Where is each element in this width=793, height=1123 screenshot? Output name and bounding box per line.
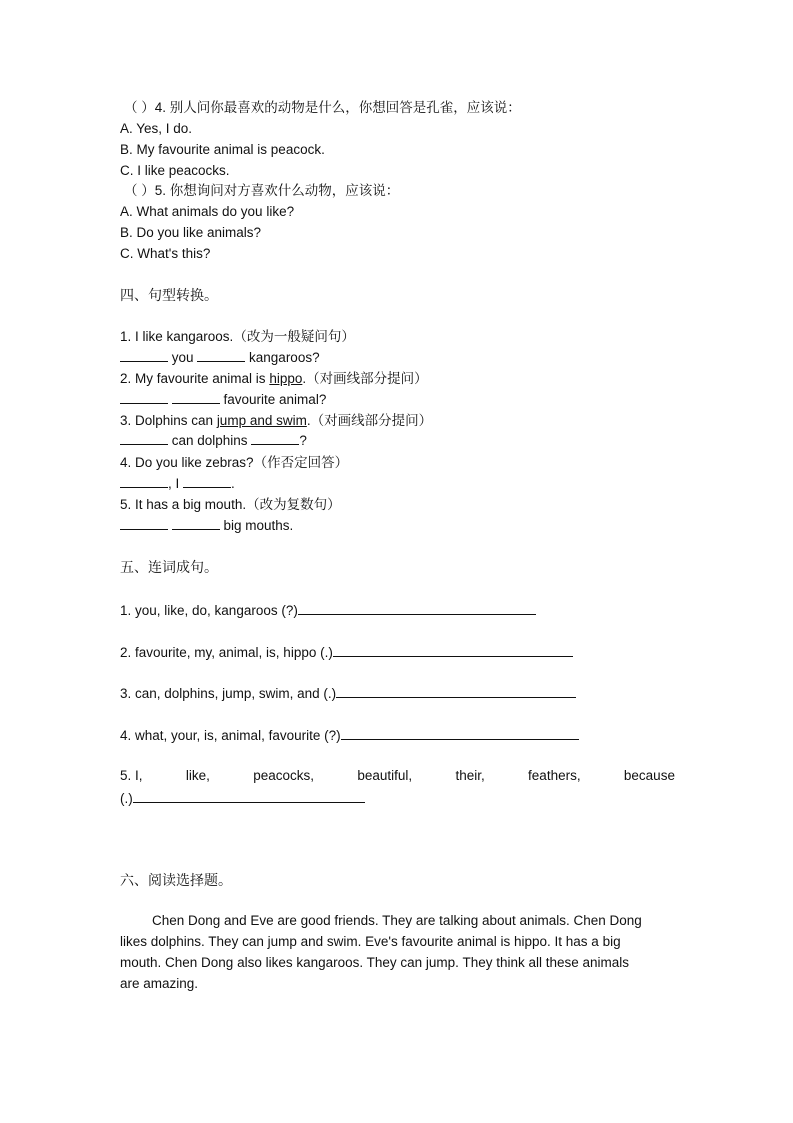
s5-item-5-word: like,	[185, 768, 210, 783]
question-5-stem: （ ）5. 你想询问对方喜欢什么动物，应该说：	[124, 183, 400, 198]
s4-item-3-post: .	[306, 413, 311, 428]
s5-item-3-text: 3. can, dolphins, jump, swim, and (.)	[120, 686, 337, 701]
s5-item-5-end-text: (.)	[120, 791, 133, 806]
question-4-stem: （ ）4. 别人问你最喜欢的动物是什么，你想回答是孔雀，应该说：	[124, 100, 521, 115]
s4-item-2	[120, 370, 428, 388]
answer-blank[interactable]	[120, 391, 168, 404]
question-5-option-b: B. Do you like animals?	[120, 225, 262, 240]
question-4-option-c: C. I like peacocks.	[120, 163, 230, 178]
answer-blank[interactable]	[172, 391, 220, 404]
s4-item-1-hint: （改为一般疑问句）	[233, 329, 355, 344]
s5-item-1	[120, 600, 536, 620]
s4-item-4-answer	[120, 475, 235, 493]
s4-item-3-hint: （对画线部分提问）	[310, 413, 433, 428]
answer-line[interactable]	[333, 642, 573, 657]
passage-line: likes dolphins. They can jump and swim. Eve's favourite animal is hippo. It has a big	[120, 934, 621, 949]
s4-item-5-text: 5. It has a big mouth.	[120, 497, 247, 512]
answer-text: ?	[299, 433, 307, 448]
s5-item-5-word: 5. I,	[120, 768, 143, 783]
answer-text: can dolphins	[168, 433, 252, 448]
answer-text: you	[168, 350, 198, 365]
s5-item-5-end	[120, 788, 365, 808]
passage-line: are amazing.	[120, 976, 199, 991]
s5-item-5-word: their,	[455, 768, 485, 783]
answer-line[interactable]	[133, 788, 365, 803]
question-5-option-c: C. What's this?	[120, 246, 211, 261]
answer-text: kangaroos?	[245, 350, 320, 365]
s4-item-4-hint: （作否定回答）	[253, 455, 349, 470]
question-5-option-a: A. What animals do you like?	[120, 204, 295, 219]
s4-item-5-hint: （改为复数句）	[246, 497, 341, 512]
answer-blank[interactable]	[251, 432, 299, 445]
s4-item-3-underlined: jump and swim	[216, 413, 307, 428]
passage-line: mouth. Chen Dong also likes kangaroos. They can jump. They think all these animals	[120, 955, 630, 970]
s5-item-4	[120, 725, 579, 745]
answer-blank[interactable]	[197, 349, 245, 362]
answer-blank[interactable]	[120, 475, 168, 488]
answer-blank[interactable]	[120, 349, 168, 362]
question-4-option-b: B. My favourite animal is peacock.	[120, 142, 325, 157]
answer-blank[interactable]	[172, 517, 220, 530]
passage-line: Chen Dong and Eve are good friends. They are talking about animals. Chen Dong	[152, 913, 642, 928]
question-4-option-a: A. Yes, I do.	[120, 121, 193, 136]
s4-item-3	[120, 412, 432, 430]
s4-item-5	[120, 496, 341, 514]
answer-text: , I	[168, 476, 184, 491]
s4-item-2-underlined: hippo	[269, 371, 303, 386]
section-5-title: 五、连词成句。	[120, 559, 218, 575]
s5-item-5-word: beautiful,	[357, 768, 413, 783]
s4-item-2-post: .	[302, 371, 307, 386]
s4-item-1	[120, 328, 355, 346]
answer-text: big mouths.	[219, 518, 294, 533]
s4-item-4	[120, 454, 348, 472]
answer-blank[interactable]	[120, 432, 168, 445]
s5-item-3	[120, 683, 576, 703]
section-6-title: 六、阅读选择题。	[120, 872, 232, 888]
answer-blank[interactable]	[120, 517, 168, 530]
s5-item-2-text: 2. favourite, my, animal, is, hippo (.)	[120, 645, 333, 660]
s4-item-1-answer	[120, 349, 320, 367]
s5-item-2	[120, 642, 573, 662]
s5-item-5	[120, 767, 675, 785]
s4-item-3-text: 3. Dolphins can	[120, 413, 217, 428]
s4-item-2-text: 2. My favourite animal is	[120, 371, 270, 386]
s5-item-5-word: feathers,	[528, 768, 581, 783]
answer-blank[interactable]	[183, 475, 231, 488]
answer-line[interactable]	[298, 600, 536, 615]
answer-line[interactable]	[336, 683, 576, 698]
s4-item-4-text: 4. Do you like zebras?	[120, 455, 254, 470]
s5-item-5-word: because	[623, 768, 675, 783]
section-4-title: 四、句型转换。	[120, 287, 218, 303]
s5-item-4-text: 4. what, your, is, animal, favourite (?)	[120, 728, 341, 743]
s4-item-2-answer	[120, 391, 326, 409]
answer-line[interactable]	[341, 725, 579, 740]
answer-text: .	[231, 476, 235, 491]
s5-item-5-word: peacocks,	[253, 768, 314, 783]
s4-item-5-answer	[120, 517, 293, 535]
s4-item-2-hint: （对画线部分提问）	[306, 371, 428, 386]
answer-text: favourite animal?	[219, 392, 327, 407]
s4-item-1-text: 1. I like kangaroos.	[120, 329, 234, 344]
reading-passage	[120, 910, 675, 994]
s4-item-3-answer	[120, 432, 307, 450]
s5-item-1-text: 1. you, like, do, kangaroos (?)	[120, 603, 298, 618]
